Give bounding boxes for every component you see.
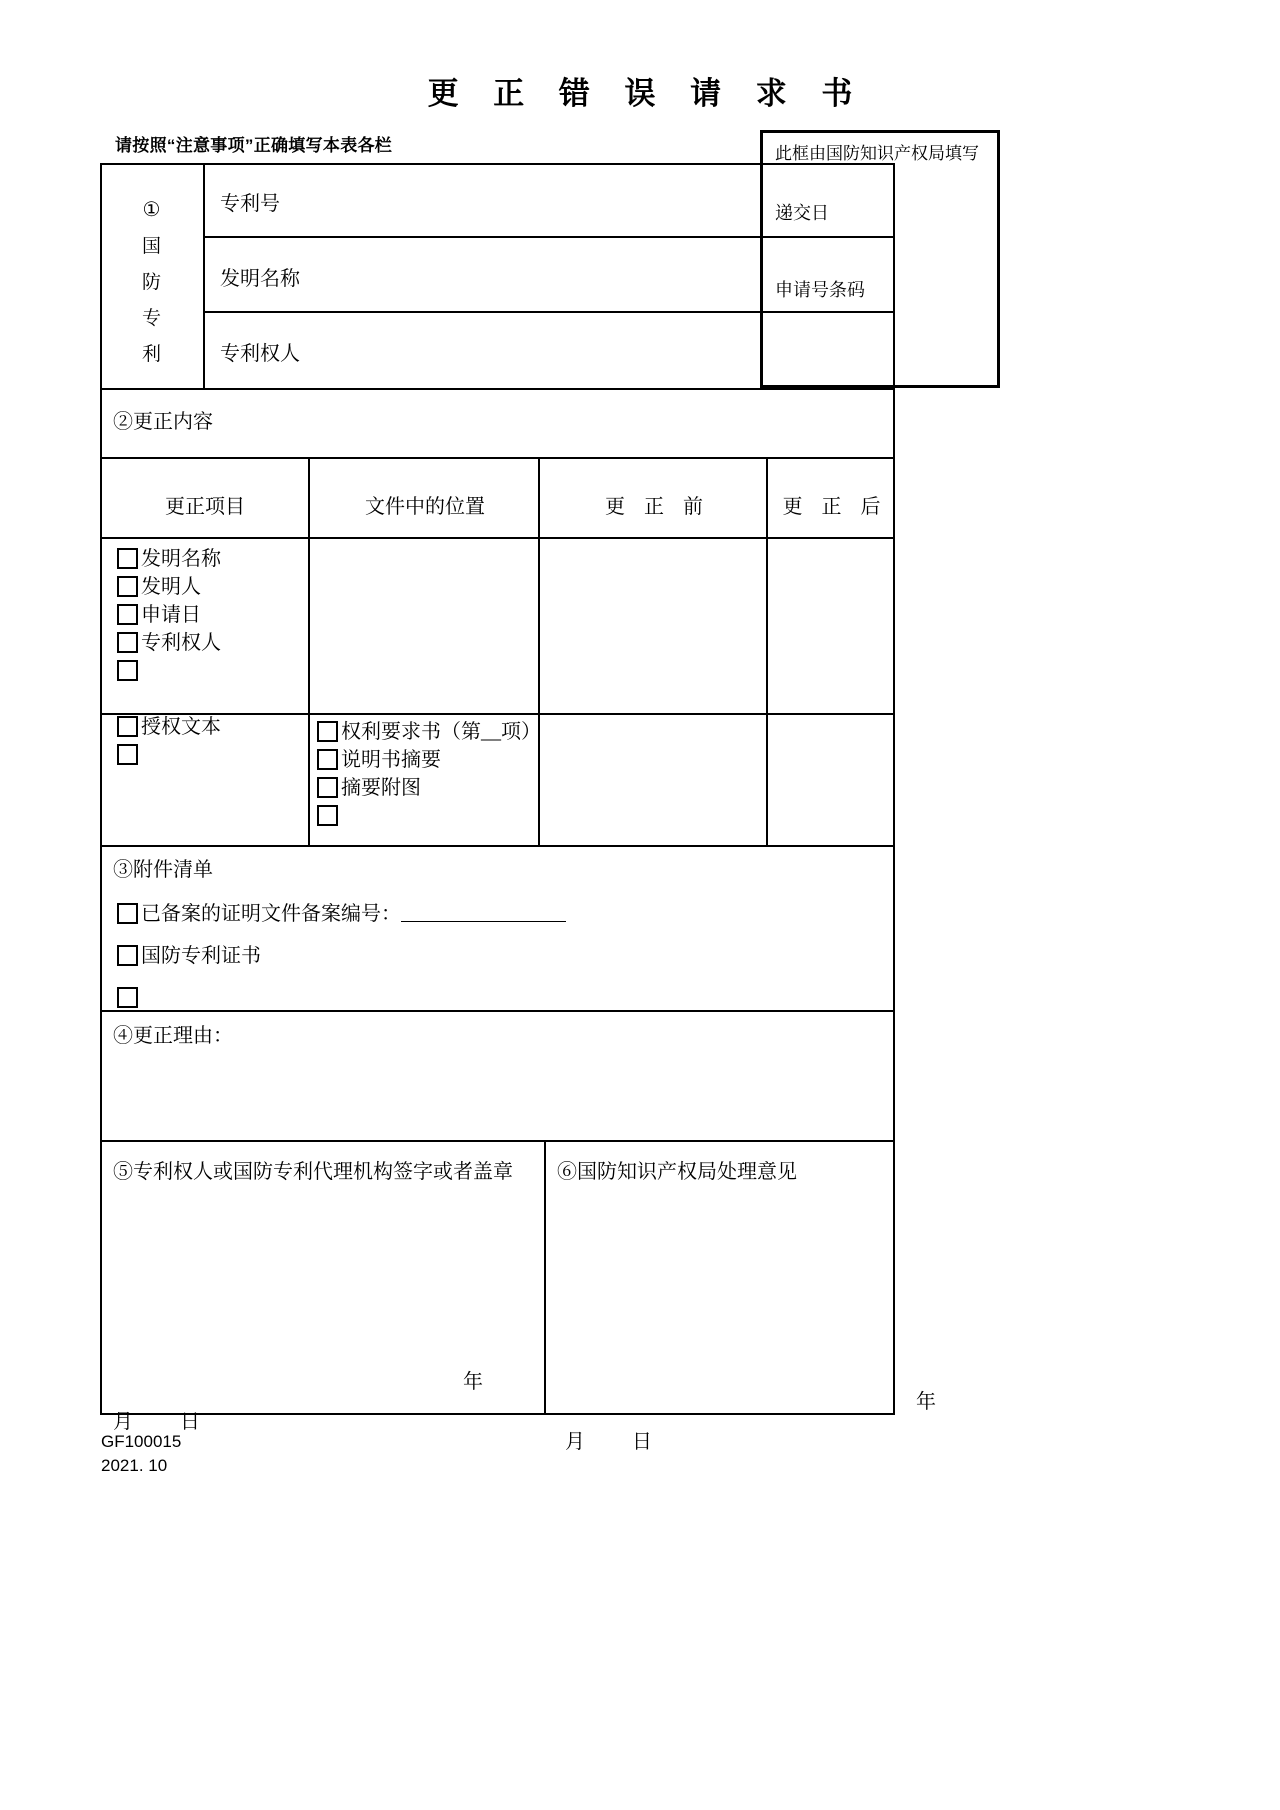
column-header-before: 更 正 前 — [605, 496, 710, 518]
checkbox-other-item[interactable] — [117, 660, 138, 681]
correction-item-checkbox-list — [117, 545, 302, 685]
checkbox-label: 摘要附图 — [341, 777, 421, 799]
authorized-text-checkbox-list — [117, 713, 302, 769]
checkbox-label: 专利权人 — [141, 632, 221, 654]
section6-day-label: 日 — [632, 1431, 652, 1453]
column-header-position: 文件中的位置 — [365, 496, 485, 518]
record-number-blank[interactable] — [401, 904, 566, 922]
checkbox-other-authorized[interactable] — [117, 744, 138, 765]
column-header-item: 更正项目 — [165, 496, 245, 518]
patent-number-row[interactable] — [205, 163, 895, 238]
row2-bottom-rule — [100, 845, 895, 847]
signature-divider — [544, 1140, 546, 1415]
row2-after-cell[interactable] — [768, 715, 895, 845]
attachment-checkbox-list — [117, 893, 717, 1019]
checkbox-label: 已备案的证明文件备案编号： — [141, 903, 401, 925]
row2-before-cell[interactable] — [540, 715, 766, 845]
checkbox-authorized-text[interactable] — [117, 716, 138, 737]
checkbox-row[interactable] — [117, 935, 717, 977]
section3-bottom-rule — [100, 1010, 895, 1012]
checkbox-claims[interactable] — [317, 721, 338, 742]
invention-title-label: 发明名称 — [220, 268, 300, 290]
checkbox-row[interactable] — [317, 802, 532, 830]
applicant-signature-field[interactable] — [104, 1190, 540, 1340]
checkbox-label: 发明人 — [141, 576, 201, 598]
section5-day-label: 日 — [180, 1411, 200, 1433]
checkbox-row[interactable] — [117, 657, 302, 685]
patentee-row[interactable] — [205, 313, 895, 388]
footer — [101, 1430, 181, 1478]
document-position-checkbox-list — [317, 718, 541, 830]
checkbox-patent-certificate[interactable] — [117, 945, 138, 966]
section4-bottom-rule — [100, 1140, 895, 1142]
checkbox-inventor[interactable] — [117, 576, 138, 597]
section3-heading: ③附件清单 — [113, 859, 213, 881]
page-title: 更 正 错 误 请 求 书 — [427, 76, 866, 111]
checkbox-label: 权利要求书（第__项） — [341, 721, 541, 743]
instruction-note: 请按照“注意事项”正确填写本表各栏 — [115, 136, 393, 155]
checkbox-filed-certificate[interactable] — [117, 903, 138, 924]
checkbox-row[interactable] — [317, 746, 532, 774]
section6-year-label: 年 — [916, 1391, 936, 1413]
form-version-date: 2021. 10 — [101, 1456, 168, 1475]
correction-reason-field[interactable] — [102, 1050, 892, 1138]
checkbox-abstract-figure[interactable] — [317, 777, 338, 798]
section5-heading: ⑤专利权人或国防专利代理机构签字或者盖章 — [113, 1161, 513, 1183]
checkbox-row[interactable] — [117, 545, 302, 573]
submit-date-label: 递交日 — [775, 203, 829, 223]
checkbox-row[interactable] — [117, 977, 717, 1019]
application-barcode-label: 申请号条码 — [775, 280, 865, 300]
patent-number-label: 专利号 — [220, 193, 280, 215]
row1-before-cell[interactable] — [540, 539, 766, 713]
section1-bottom-rule — [100, 388, 895, 390]
checkbox-row[interactable] — [117, 713, 302, 741]
checkbox-row[interactable] — [117, 601, 302, 629]
checkbox-row[interactable] — [117, 741, 302, 769]
checkbox-application-date[interactable] — [117, 604, 138, 625]
checkbox-patentee[interactable] — [117, 632, 138, 653]
checkbox-row[interactable] — [317, 718, 541, 746]
section6-heading: ⑥国防知识产权局处理意见 — [557, 1161, 797, 1183]
section5-month-label: 月 — [113, 1411, 133, 1433]
invention-title-row[interactable] — [205, 238, 895, 313]
checkbox-row[interactable] — [317, 774, 532, 802]
checkbox-label: 国防专利证书 — [141, 945, 261, 967]
checkbox-other-attachment[interactable] — [117, 987, 138, 1008]
checkbox-label: 申请日 — [141, 604, 201, 626]
checkbox-row[interactable] — [117, 629, 302, 657]
checkbox-label: 说明书摘要 — [341, 749, 441, 771]
checkbox-label: 授权文本 — [141, 716, 221, 738]
patentee-label: 专利权人 — [220, 343, 300, 365]
section4-heading: ④更正理由： — [113, 1025, 233, 1047]
checkbox-row[interactable] — [117, 573, 302, 601]
checkbox-invention-title[interactable] — [117, 548, 138, 569]
section6-month-label: 月 — [565, 1431, 585, 1453]
checkbox-other-position[interactable] — [317, 805, 338, 826]
row1-after-cell[interactable] — [768, 539, 895, 713]
office-box-header: 此框由国防知识产权局填写 — [775, 144, 979, 163]
section1-number: ① — [142, 199, 161, 221]
row1-position-cell[interactable] — [310, 539, 538, 713]
checkbox-abstract[interactable] — [317, 749, 338, 770]
section5-year-label: 年 — [463, 1371, 483, 1393]
office-opinion-field[interactable] — [548, 1190, 892, 1340]
checkbox-label: 发明名称 — [141, 548, 221, 570]
section2-heading-rule — [100, 457, 895, 459]
section1-left-cell — [100, 163, 205, 388]
section2-heading: ②更正内容 — [113, 411, 213, 433]
form-code: GF100015 — [101, 1432, 182, 1451]
checkbox-row[interactable] — [117, 893, 717, 935]
column-header-after: 更 正 后 — [782, 496, 888, 518]
section1-vertical-label: 国 防 专 利 — [141, 236, 161, 365]
